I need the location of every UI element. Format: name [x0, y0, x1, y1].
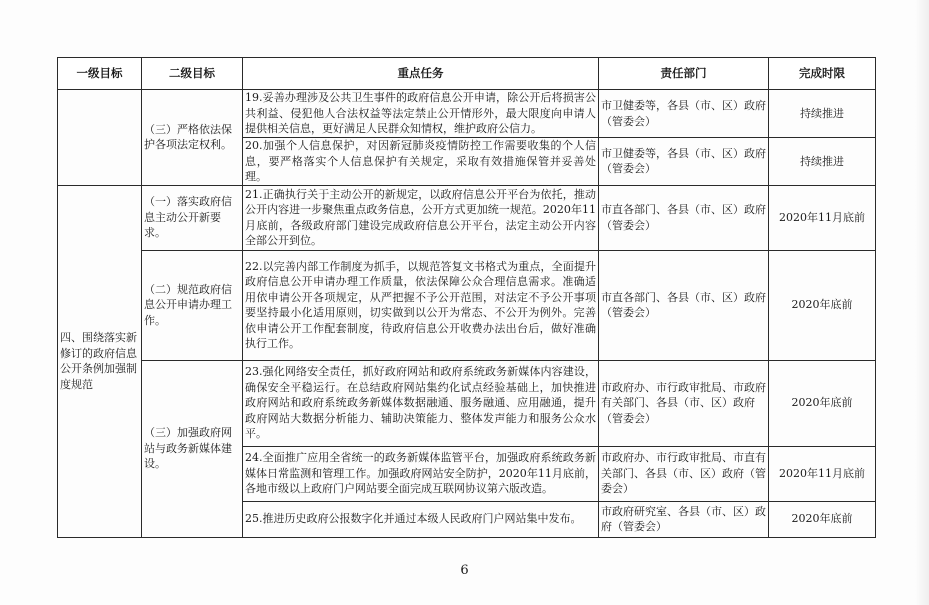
task-table — [57, 57, 876, 538]
task-cell: 23.强化网络安全责任，抓好政府网站和政府系统政务新媒体内容建设，确保安全平稳运行。在总结政府网站集约化试点经验基础上，加快推进政府网站和政府系统政务新媒体数据融通、服务融通、应用融通，提升政府网站大数据分析能力、辅助决策能力、整体发声能力和服务公众水平。 — [243, 360, 599, 446]
task-cell: 20.加强个人信息保护，对因新冠肺炎疫情防控工作需要收集的个人信息，要严格落实个人信息保护有关规定，采取有效措施保管并妥善处理。 — [243, 138, 599, 186]
deadline-cell: 2020年底前 — [769, 360, 876, 446]
level2-cell: （二）规范政府信息公开申请办理工作。 — [142, 250, 243, 360]
level1-cell-empty — [58, 90, 142, 186]
deadline-cell: 持续推进 — [769, 90, 876, 138]
dept-cell: 市直各部门、各县（市、区）政府（管委会） — [599, 250, 769, 360]
task-cell: 21.正确执行关于主动公开的新规定，以政府信息公开平台为依托，推动公开内容进一步聚焦重点政务信息，公开方式更加统一规范。2020年11月底前，各级政府部门建设完成政府信息公开平台，法定主动公开内容全部公开到位。 — [243, 185, 599, 250]
table-header-row — [58, 58, 876, 90]
task-cell: 24.全面推广应用全省统一的政务新媒体监管平台，加强政府系统政务新媒体日常监测和管理工作。加强政府网站安全防护，2020年11月底前，各地市级以上政府门户网站要全面完成互联网协议第六版改造。 — [243, 446, 599, 501]
header-deadline: 完成时限 — [769, 58, 876, 90]
dept-cell: 市直各部门、各县（市、区）政府（管委会） — [599, 185, 769, 250]
dept-cell: 市政府办、市行政审批局、市政府有关部门、各县（市、区）政府（管委会） — [599, 360, 769, 446]
table-row — [58, 250, 876, 360]
deadline-cell: 2020年底前 — [769, 501, 876, 537]
task-cell: 25.推进历史政府公报数字化并通过本级人民政府门户网站集中发布。 — [243, 501, 599, 537]
task-cell: 22.以完善内部工作制度为抓手，以规范答复文书格式为重点，全面提升政府信息公开申请办理工作质量，依法保障公众合理信息需求。准确适用依申请公开各项规定，从严把握不予公开范围，对法定不予公开事项要坚持最小化适用原则，切实做到以公开为常态、不公开为例外。完善依申请公开工作配套制度，待政府信息公开收费办法出台后，做好准确执行工作。 — [243, 250, 599, 360]
table-row — [58, 185, 876, 250]
deadline-cell: 持续推进 — [769, 138, 876, 186]
table-row — [58, 90, 876, 138]
deadline-cell: 2020年11月底前 — [769, 446, 876, 501]
header-dept: 责任部门 — [599, 58, 769, 90]
dept-cell: 市卫健委等，各县（市、区）政府（管委会） — [599, 90, 769, 138]
table-row — [58, 360, 876, 446]
deadline-cell: 2020年底前 — [769, 250, 876, 360]
level2-cell: （三）严格依法保护各项法定权利。 — [142, 90, 243, 186]
header-task: 重点任务 — [243, 58, 599, 90]
dept-cell: 市政府研究室、各县（市、区）政府（管委会） — [599, 501, 769, 537]
deadline-cell: 2020年11月底前 — [769, 185, 876, 250]
page-number: 6 — [460, 563, 469, 578]
level2-cell: （一）落实政府信息主动公开新要求。 — [142, 185, 243, 250]
dept-cell: 市卫健委等，各县（市、区）政府（管委会） — [599, 138, 769, 186]
header-level1: 一级目标 — [58, 58, 142, 90]
dept-cell: 市政府办、市行政审批局、市直有关部门、各县（市、区）政府（管委会） — [599, 446, 769, 501]
level2-cell: （三）加强政府网站与政务新媒体建设。 — [142, 360, 243, 537]
task-cell: 19.妥善办理涉及公共卫生事件的政府信息公开申请，除公开后将损害公共利益、侵犯他人合法权益等法定禁止公开情形外，最大限度向申请人提供相关信息，更好满足人民群众知情权，维护政府公信力。 — [243, 90, 599, 138]
header-level2: 二级目标 — [142, 58, 243, 90]
level1-cell: 四、围绕落实新修订的政府信息公开条例加强制度规范 — [58, 185, 142, 537]
page-edge-shadow — [915, 0, 929, 605]
